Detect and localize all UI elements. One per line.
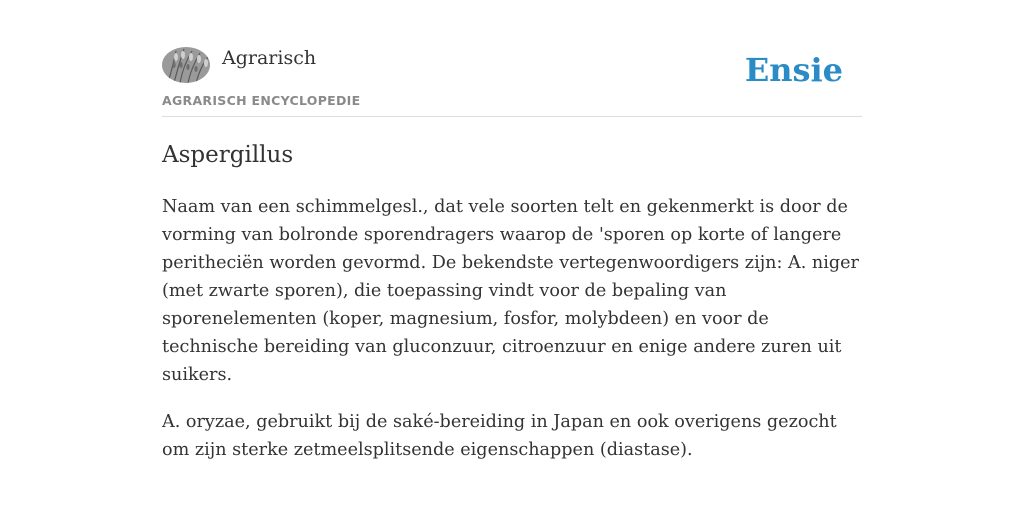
header: [162, 44, 862, 117]
article-body: [162, 193, 862, 483]
wheat-avatar-icon[interactable]: [162, 47, 210, 83]
source-name[interactable]: Agrarisch: [222, 47, 317, 69]
brand-logo[interactable]: Ensie: [744, 51, 843, 89]
article-title: Aspergillus: [162, 142, 294, 168]
source-subtitle: AGRARISCH ENCYCLOPEDIE: [162, 93, 361, 108]
article-paragraph: Naam van een schimmelgesl., dat vele soorten telt en gekenmerkt is door de vorming van bolronde sporendragers waarop de 'sporen op korte of langere peritheciën worden gevormd. De bekendste vertegenwoordigers zijn: A. niger (met zwarte sporen), die toepassing vindt voor de bepaling van sporenelementen (koper, magnesium, fosfor, molybdeen) en voor de technische bereiding van gluconzuur, citroenzuur en enige andere zuren uit suikers.: [162, 197, 859, 385]
article-paragraph: A. oryzae, gebruikt bij de saké-bereiding in Japan en ook overigens gezocht om zijn sterke zetmeelsplitsende eigenschappen (diastase).: [162, 412, 837, 460]
